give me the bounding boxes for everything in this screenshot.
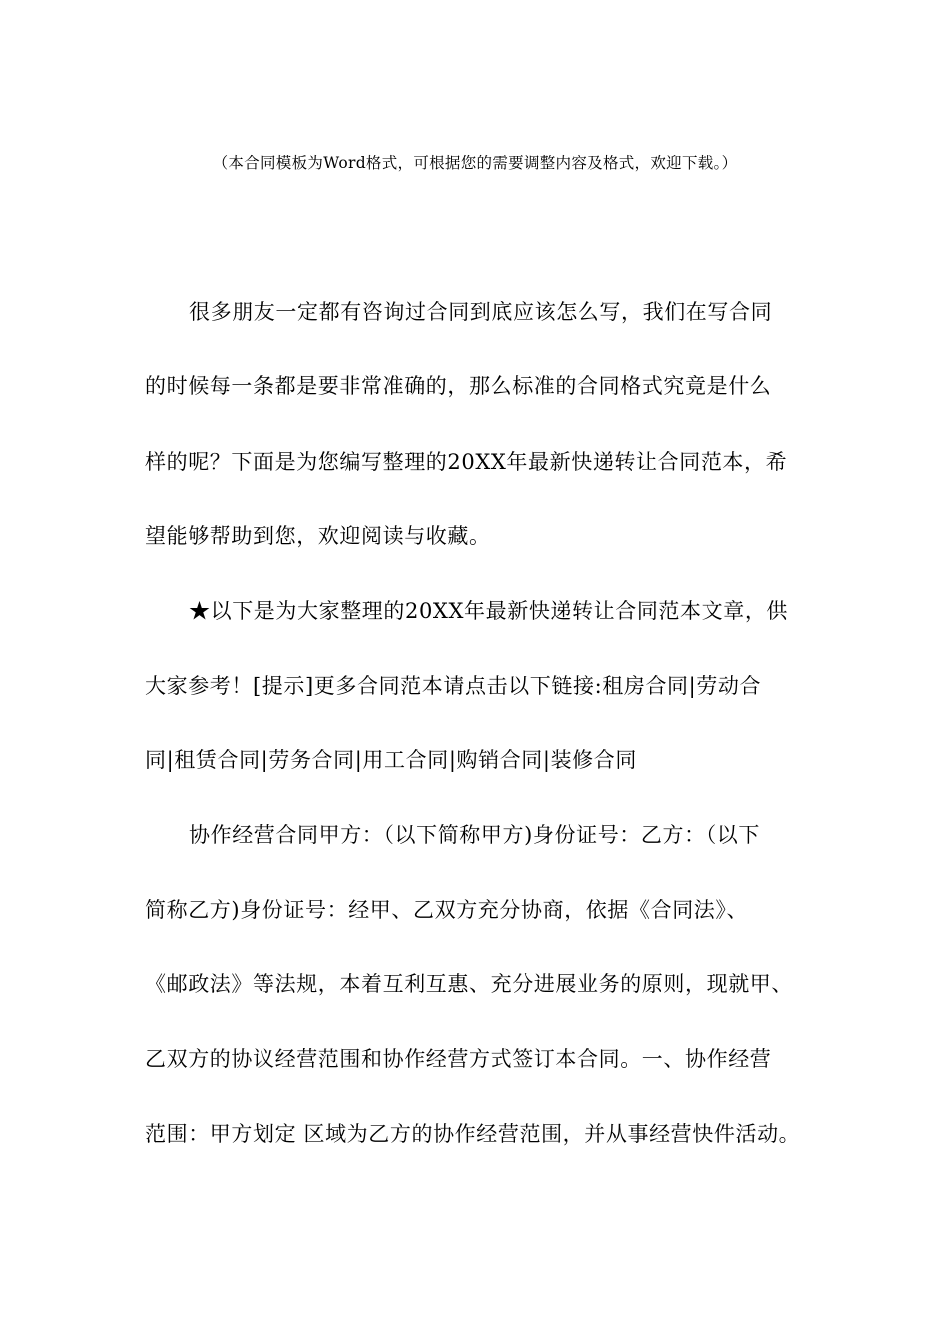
paragraph-3-line-5: 范围：甲方划定 区域为乙方的协作经营范围，并从事经营快件活动。 xyxy=(145,1122,801,1146)
paragraph-1-line-2: 的时候每一条都是要非常准确的，那么标准的合同格式究竟是什么 xyxy=(145,374,772,398)
paragraph-1-line-1: 很多朋友一定都有咨询过合同到底应该怎么写，我们在写合同 xyxy=(189,300,773,324)
paragraph-3-line-3: 《邮政法》等法规，本着互利互惠、充分进展业务的原则，现就甲、 xyxy=(145,972,793,996)
paragraph-3-line-2: 简称乙方)身份证号：经甲、乙双方充分协商，依据《合同法》、 xyxy=(145,898,749,922)
paragraph-2-line-3: 同|租赁合同|劳务合同|用工合同|购销合同|装修合同 xyxy=(145,748,637,772)
paragraph-3-line-1: 协作经营合同甲方：（以下简称甲方)身份证号：乙方：（以下 xyxy=(189,823,760,847)
paragraph-1-line-4: 望能够帮助到您，欢迎阅读与收藏。 xyxy=(145,524,491,548)
paragraph-2-line-1: ★以下是为大家整理的20XX年最新快递转让合同范本文章，供 xyxy=(189,599,789,623)
paragraph-1-line-3: 样的呢？下面是为您编写整理的20XX年最新快递转让合同范本，希 xyxy=(145,450,788,474)
template-note: （本合同模板为Word格式，可根据您的需要调整内容及格式，欢迎下载。） xyxy=(212,154,738,172)
paragraph-2-line-2: 大家参考！[提示]更多合同范本请点击以下链接:租房合同|劳动合 xyxy=(145,674,762,698)
paragraph-3-line-4: 乙双方的协议经营范围和协作经营方式签订本合同。一、协作经营 xyxy=(145,1047,772,1071)
